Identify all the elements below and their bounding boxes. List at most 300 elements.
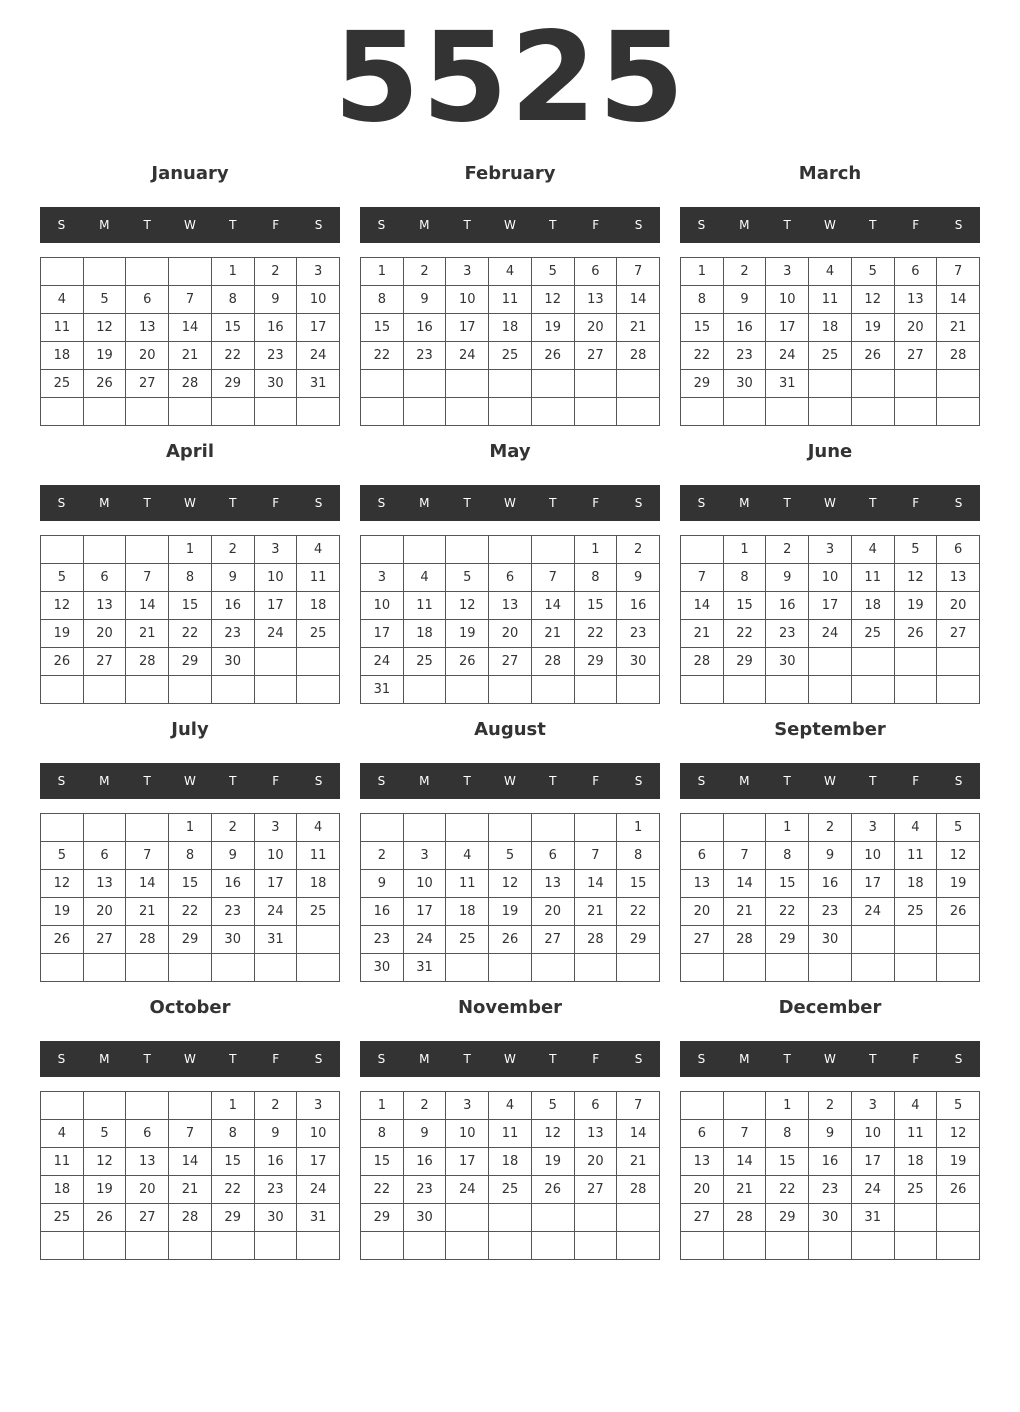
weekday-label: T xyxy=(549,774,557,788)
day-cell: 26 xyxy=(41,926,84,954)
day-cell: 27 xyxy=(126,370,169,398)
day-cell xyxy=(895,926,938,954)
day-cell xyxy=(41,1092,84,1120)
day-cell: 3 xyxy=(852,814,895,842)
day-cell: 5 xyxy=(937,814,980,842)
day-cell xyxy=(404,676,447,704)
day-cell xyxy=(766,954,809,982)
day-cell: 8 xyxy=(212,286,255,314)
day-cell: 27 xyxy=(84,926,127,954)
day-cell: 10 xyxy=(766,286,809,314)
day-cell: 14 xyxy=(724,870,767,898)
day-cell: 30 xyxy=(404,1204,447,1232)
day-cell xyxy=(169,954,212,982)
day-cell: 8 xyxy=(169,842,212,870)
day-cell xyxy=(895,648,938,676)
day-cell: 29 xyxy=(361,1204,404,1232)
day-cell: 6 xyxy=(681,842,724,870)
day-cell: 29 xyxy=(766,1204,809,1232)
weekday-label: T xyxy=(783,218,791,232)
weekday-label: S xyxy=(377,218,386,232)
day-cell: 25 xyxy=(809,342,852,370)
weekday-label: T xyxy=(869,774,877,788)
day-cell: 16 xyxy=(255,314,298,342)
day-cell: 3 xyxy=(766,258,809,286)
day-cell: 11 xyxy=(809,286,852,314)
day-cell: 27 xyxy=(681,1204,724,1232)
weekday-label: S xyxy=(377,496,386,510)
day-cell: 4 xyxy=(297,814,340,842)
day-cell: 28 xyxy=(575,926,618,954)
day-grid xyxy=(680,813,980,982)
day-cell: 19 xyxy=(84,342,127,370)
day-cell: 9 xyxy=(212,842,255,870)
day-cell: 23 xyxy=(404,1176,447,1204)
weekday-label: M xyxy=(739,774,750,788)
day-cell xyxy=(895,370,938,398)
day-cell xyxy=(84,1092,127,1120)
day-cell: 24 xyxy=(297,342,340,370)
day-cell: 4 xyxy=(809,258,852,286)
day-cell xyxy=(404,398,447,426)
day-cell: 28 xyxy=(617,1176,660,1204)
day-cell: 16 xyxy=(809,870,852,898)
day-cell: 2 xyxy=(212,536,255,564)
day-cell: 4 xyxy=(41,1120,84,1148)
day-cell: 25 xyxy=(404,648,447,676)
day-cell xyxy=(809,676,852,704)
day-cell: 9 xyxy=(724,286,767,314)
day-cell: 21 xyxy=(617,1148,660,1176)
day-cell xyxy=(724,814,767,842)
day-cell: 1 xyxy=(169,814,212,842)
day-cell: 16 xyxy=(404,1148,447,1176)
weekday-label: S xyxy=(954,1052,963,1066)
day-cell xyxy=(617,370,660,398)
day-cell: 12 xyxy=(937,1120,980,1148)
day-cell: 18 xyxy=(852,592,895,620)
day-cell: 27 xyxy=(84,648,127,676)
day-cell: 2 xyxy=(809,814,852,842)
day-cell: 7 xyxy=(169,286,212,314)
weekday-label: S xyxy=(314,218,323,232)
weekday-header xyxy=(680,207,980,243)
day-cell xyxy=(852,926,895,954)
month-july xyxy=(40,716,340,994)
month-march xyxy=(680,160,980,438)
day-cell: 31 xyxy=(297,1204,340,1232)
day-cell xyxy=(766,676,809,704)
weekday-label: S xyxy=(954,496,963,510)
day-cell xyxy=(489,1204,532,1232)
day-cell: 17 xyxy=(852,1148,895,1176)
day-cell: 26 xyxy=(852,342,895,370)
day-cell xyxy=(724,1092,767,1120)
day-cell: 28 xyxy=(617,342,660,370)
day-cell: 10 xyxy=(297,286,340,314)
day-cell: 24 xyxy=(361,648,404,676)
day-cell xyxy=(681,398,724,426)
day-cell: 1 xyxy=(361,258,404,286)
day-cell xyxy=(895,954,938,982)
day-cell xyxy=(489,536,532,564)
day-cell: 29 xyxy=(575,648,618,676)
day-cell: 11 xyxy=(446,870,489,898)
day-cell: 12 xyxy=(937,842,980,870)
day-cell: 19 xyxy=(446,620,489,648)
day-cell: 20 xyxy=(937,592,980,620)
day-cell: 18 xyxy=(297,870,340,898)
day-cell: 15 xyxy=(617,870,660,898)
day-cell: 1 xyxy=(169,536,212,564)
day-cell: 20 xyxy=(532,898,575,926)
day-cell: 4 xyxy=(404,564,447,592)
day-cell: 29 xyxy=(169,648,212,676)
day-cell: 29 xyxy=(681,370,724,398)
day-cell xyxy=(532,370,575,398)
day-cell: 25 xyxy=(895,898,938,926)
month-may xyxy=(360,438,660,716)
day-cell: 9 xyxy=(212,564,255,592)
day-cell xyxy=(575,1204,618,1232)
day-cell: 8 xyxy=(681,286,724,314)
day-cell: 8 xyxy=(361,286,404,314)
day-cell: 21 xyxy=(724,1176,767,1204)
day-cell: 11 xyxy=(489,1120,532,1148)
day-grid xyxy=(680,257,980,426)
day-cell: 21 xyxy=(681,620,724,648)
day-cell: 23 xyxy=(212,898,255,926)
month-january xyxy=(40,160,340,438)
day-cell: 13 xyxy=(126,314,169,342)
weekday-label: W xyxy=(184,218,196,232)
day-cell: 14 xyxy=(575,870,618,898)
month-name: September xyxy=(774,719,886,740)
day-cell xyxy=(297,398,340,426)
day-cell: 6 xyxy=(84,842,127,870)
day-cell: 15 xyxy=(766,870,809,898)
day-cell xyxy=(937,676,980,704)
day-cell: 15 xyxy=(361,314,404,342)
day-cell: 15 xyxy=(169,592,212,620)
day-cell: 30 xyxy=(617,648,660,676)
day-cell: 18 xyxy=(809,314,852,342)
day-grid xyxy=(360,1091,660,1260)
day-cell: 5 xyxy=(532,258,575,286)
day-cell: 10 xyxy=(809,564,852,592)
day-cell xyxy=(937,954,980,982)
day-cell: 4 xyxy=(446,842,489,870)
weekday-header xyxy=(360,1041,660,1077)
day-cell xyxy=(169,1092,212,1120)
day-cell: 29 xyxy=(169,926,212,954)
day-cell: 10 xyxy=(255,842,298,870)
day-cell: 23 xyxy=(809,1176,852,1204)
day-cell: 29 xyxy=(724,648,767,676)
day-cell: 24 xyxy=(297,1176,340,1204)
day-cell: 31 xyxy=(766,370,809,398)
month-november xyxy=(360,994,660,1272)
day-cell: 25 xyxy=(297,620,340,648)
day-cell: 17 xyxy=(361,620,404,648)
day-cell xyxy=(41,1232,84,1260)
day-cell xyxy=(724,1232,767,1260)
weekday-label: T xyxy=(463,218,471,232)
day-cell xyxy=(446,676,489,704)
weekday-label: W xyxy=(824,774,836,788)
day-cell xyxy=(212,1232,255,1260)
month-name: May xyxy=(489,441,531,462)
day-cell: 23 xyxy=(255,1176,298,1204)
day-cell: 30 xyxy=(212,926,255,954)
weekday-label: T xyxy=(549,496,557,510)
day-cell: 28 xyxy=(724,926,767,954)
weekday-label: F xyxy=(592,218,600,232)
weekday-header xyxy=(360,763,660,799)
day-cell: 20 xyxy=(84,620,127,648)
day-cell xyxy=(575,676,618,704)
day-cell xyxy=(446,814,489,842)
day-cell: 2 xyxy=(809,1092,852,1120)
day-cell: 19 xyxy=(852,314,895,342)
day-cell: 12 xyxy=(532,286,575,314)
day-cell xyxy=(532,1204,575,1232)
day-cell: 20 xyxy=(681,898,724,926)
day-cell: 4 xyxy=(895,1092,938,1120)
day-cell: 2 xyxy=(212,814,255,842)
day-cell: 1 xyxy=(617,814,660,842)
day-cell: 23 xyxy=(724,342,767,370)
day-cell xyxy=(895,1232,938,1260)
day-cell: 25 xyxy=(852,620,895,648)
day-cell xyxy=(852,1232,895,1260)
day-cell: 7 xyxy=(681,564,724,592)
day-cell xyxy=(766,1232,809,1260)
weekday-label: T xyxy=(463,496,471,510)
day-cell: 1 xyxy=(212,258,255,286)
day-cell: 26 xyxy=(84,370,127,398)
weekday-label: M xyxy=(739,218,750,232)
day-cell: 17 xyxy=(766,314,809,342)
day-cell xyxy=(126,676,169,704)
day-cell: 15 xyxy=(169,870,212,898)
weekday-label: S xyxy=(57,496,66,510)
day-cell: 9 xyxy=(809,1120,852,1148)
day-cell: 8 xyxy=(766,842,809,870)
day-cell: 6 xyxy=(937,536,980,564)
day-cell: 3 xyxy=(255,536,298,564)
day-cell: 18 xyxy=(489,314,532,342)
weekday-label: F xyxy=(912,496,920,510)
day-cell: 5 xyxy=(937,1092,980,1120)
day-cell: 28 xyxy=(169,1204,212,1232)
day-cell: 11 xyxy=(852,564,895,592)
day-cell xyxy=(404,814,447,842)
day-cell: 19 xyxy=(937,870,980,898)
day-cell: 7 xyxy=(126,842,169,870)
day-cell: 19 xyxy=(489,898,532,926)
day-cell xyxy=(169,398,212,426)
day-cell xyxy=(41,258,84,286)
day-cell: 3 xyxy=(446,1092,489,1120)
day-cell xyxy=(84,536,127,564)
day-cell: 21 xyxy=(937,314,980,342)
weekday-label: T xyxy=(783,496,791,510)
day-cell: 10 xyxy=(852,1120,895,1148)
day-cell: 16 xyxy=(617,592,660,620)
weekday-label: M xyxy=(739,1052,750,1066)
day-cell: 27 xyxy=(532,926,575,954)
day-cell xyxy=(532,536,575,564)
day-cell: 16 xyxy=(809,1148,852,1176)
day-cell: 17 xyxy=(852,870,895,898)
day-cell: 6 xyxy=(575,258,618,286)
day-cell xyxy=(361,814,404,842)
day-cell: 8 xyxy=(617,842,660,870)
day-cell: 21 xyxy=(169,342,212,370)
day-cell xyxy=(489,1232,532,1260)
day-cell: 31 xyxy=(404,954,447,982)
day-cell: 19 xyxy=(937,1148,980,1176)
day-cell xyxy=(937,648,980,676)
day-cell: 12 xyxy=(84,1148,127,1176)
day-cell: 19 xyxy=(532,1148,575,1176)
day-cell: 15 xyxy=(575,592,618,620)
day-cell: 22 xyxy=(766,1176,809,1204)
day-cell xyxy=(169,1232,212,1260)
weekday-label: S xyxy=(314,496,323,510)
day-cell xyxy=(126,814,169,842)
day-cell xyxy=(84,954,127,982)
day-cell: 26 xyxy=(41,648,84,676)
weekday-label: T xyxy=(869,496,877,510)
day-cell xyxy=(126,258,169,286)
day-cell: 14 xyxy=(724,1148,767,1176)
year-title: 5525 xyxy=(333,6,687,150)
day-cell xyxy=(361,1232,404,1260)
day-cell: 26 xyxy=(84,1204,127,1232)
day-cell xyxy=(255,676,298,704)
day-cell xyxy=(766,398,809,426)
day-cell: 19 xyxy=(41,620,84,648)
day-cell xyxy=(575,370,618,398)
day-cell: 9 xyxy=(404,1120,447,1148)
day-cell: 15 xyxy=(681,314,724,342)
day-cell: 26 xyxy=(895,620,938,648)
weekday-label: S xyxy=(634,1052,643,1066)
day-cell: 3 xyxy=(852,1092,895,1120)
day-cell: 19 xyxy=(84,1176,127,1204)
day-cell: 5 xyxy=(489,842,532,870)
day-cell: 12 xyxy=(852,286,895,314)
day-cell: 17 xyxy=(255,592,298,620)
day-cell: 11 xyxy=(297,564,340,592)
day-cell: 16 xyxy=(766,592,809,620)
day-cell: 15 xyxy=(212,1148,255,1176)
day-cell: 26 xyxy=(446,648,489,676)
day-cell: 4 xyxy=(297,536,340,564)
day-cell: 24 xyxy=(766,342,809,370)
day-cell: 11 xyxy=(895,842,938,870)
day-cell: 5 xyxy=(84,286,127,314)
month-name: March xyxy=(798,163,862,184)
month-name: April xyxy=(165,441,215,462)
day-cell xyxy=(809,954,852,982)
day-cell xyxy=(809,648,852,676)
day-cell xyxy=(446,370,489,398)
day-cell: 13 xyxy=(895,286,938,314)
day-cell: 11 xyxy=(41,314,84,342)
day-grid xyxy=(40,1091,340,1260)
month-april xyxy=(40,438,340,716)
day-cell: 14 xyxy=(532,592,575,620)
month-name: July xyxy=(171,719,209,740)
day-cell: 1 xyxy=(361,1092,404,1120)
day-cell: 24 xyxy=(255,898,298,926)
weekday-label: S xyxy=(697,1052,706,1066)
weekday-header xyxy=(680,763,980,799)
day-cell: 14 xyxy=(617,1120,660,1148)
weekday-label: S xyxy=(314,774,323,788)
day-cell: 15 xyxy=(724,592,767,620)
day-cell: 5 xyxy=(41,564,84,592)
day-cell: 2 xyxy=(617,536,660,564)
day-cell: 8 xyxy=(575,564,618,592)
day-cell: 22 xyxy=(169,898,212,926)
day-cell: 3 xyxy=(446,258,489,286)
day-cell: 18 xyxy=(895,1148,938,1176)
day-cell xyxy=(617,1232,660,1260)
day-cell xyxy=(937,398,980,426)
day-cell: 21 xyxy=(575,898,618,926)
day-cell: 5 xyxy=(532,1092,575,1120)
day-cell: 3 xyxy=(297,258,340,286)
day-cell xyxy=(895,1204,938,1232)
day-cell: 26 xyxy=(532,342,575,370)
day-cell xyxy=(297,954,340,982)
day-cell: 1 xyxy=(766,814,809,842)
day-cell xyxy=(297,1232,340,1260)
weekday-header xyxy=(40,207,340,243)
day-cell xyxy=(255,1232,298,1260)
day-cell: 29 xyxy=(212,1204,255,1232)
day-cell xyxy=(489,954,532,982)
weekday-label: T xyxy=(143,496,151,510)
day-cell xyxy=(41,676,84,704)
day-cell: 9 xyxy=(404,286,447,314)
day-cell: 14 xyxy=(169,314,212,342)
day-cell: 7 xyxy=(532,564,575,592)
day-cell: 18 xyxy=(41,1176,84,1204)
weekday-label: S xyxy=(57,774,66,788)
day-cell xyxy=(895,398,938,426)
weekday-label: M xyxy=(99,496,110,510)
day-cell: 26 xyxy=(937,898,980,926)
day-cell: 6 xyxy=(575,1092,618,1120)
day-cell xyxy=(255,398,298,426)
weekday-label: W xyxy=(184,496,196,510)
day-cell: 5 xyxy=(41,842,84,870)
day-cell: 29 xyxy=(617,926,660,954)
day-cell: 4 xyxy=(895,814,938,842)
day-cell: 2 xyxy=(255,1092,298,1120)
day-cell xyxy=(681,1092,724,1120)
day-cell: 21 xyxy=(126,898,169,926)
day-cell: 2 xyxy=(361,842,404,870)
weekday-label: T xyxy=(783,774,791,788)
day-cell: 13 xyxy=(84,870,127,898)
day-cell: 8 xyxy=(766,1120,809,1148)
